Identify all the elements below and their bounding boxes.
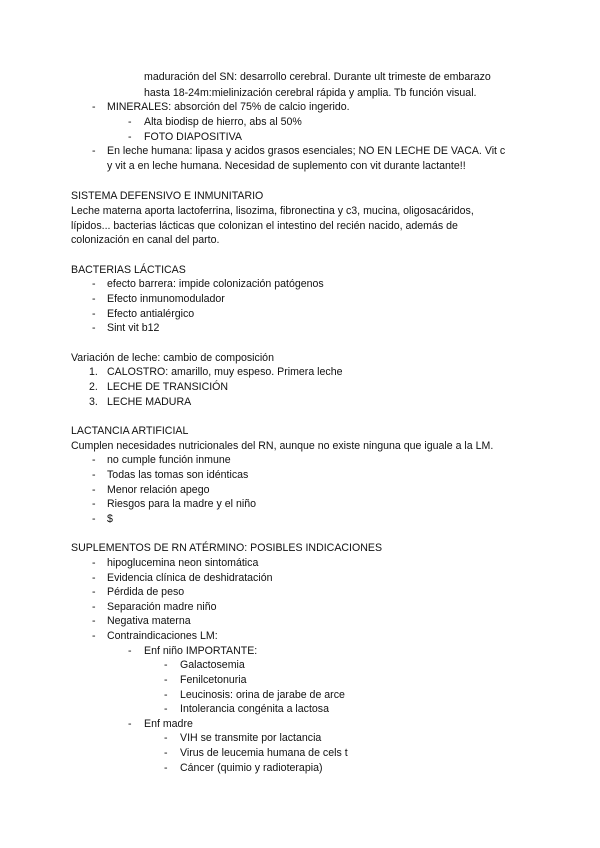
bullet-dash: - <box>92 513 96 525</box>
list-item: Todas las tomas son idénticas <box>107 469 249 481</box>
list-item: Pérdida de peso <box>107 586 185 598</box>
bullet-dash: - <box>92 557 96 569</box>
list-number: 2. <box>89 381 98 393</box>
bullet-dash: - <box>92 498 96 510</box>
defensivo-paragraph-line-2: lípidos... bacterias lácticas que colonizan el intestino del recién nacido, además de <box>71 220 458 232</box>
list-item: Leucinosis: orina de jarabe de arce <box>180 689 345 701</box>
numbered-item: LECHE MADURA <box>107 396 192 408</box>
artificial-intro: Cumplen necesidades nutricionales del RN, aunque no existe ninguna que iguale a la LM. <box>71 440 494 452</box>
list-item: Separación madre niño <box>107 601 217 613</box>
section-heading-bacterias: BACTERIAS LÁCTICAS <box>71 264 186 276</box>
list-item: Fenilcetonuria <box>180 674 247 686</box>
bullet-dash: - <box>92 615 96 627</box>
minerales-sub-2: FOTO DIAPOSITIVA <box>144 131 242 143</box>
bullet-dash: - <box>164 689 168 701</box>
list-item: Negativa materna <box>107 615 191 627</box>
list-item: efecto barrera: impide colonización patógenos <box>107 278 324 290</box>
section-heading-suplementos: SUPLEMENTOS DE RN ATÉRMINO: POSIBLES INDICACIONES <box>71 542 383 554</box>
bullet-dash: - <box>92 308 96 320</box>
list-item: $ <box>107 513 113 525</box>
leche-humana-line-1: En leche humana: lipasa y acidos grasos esenciales; NO EN LECHE DE VACA. Vit c <box>107 145 506 157</box>
bullet-dash: - <box>92 469 96 481</box>
minerales-item: MINERALES: absorción del 75% de calcio ingerido. <box>107 101 350 113</box>
bullet-dash: - <box>164 674 168 686</box>
bullet-dash: - <box>92 572 96 584</box>
bullet-dash: - <box>92 101 96 113</box>
list-item: hipoglucemina neon sintomática <box>107 557 259 569</box>
list-item: Menor relación apego <box>107 484 210 496</box>
numbered-item: CALOSTRO: amarillo, muy espeso. Primera leche <box>107 366 343 378</box>
list-item: Galactosemia <box>180 659 245 671</box>
list-number: 3. <box>89 396 98 408</box>
list-item: Efecto inmunomodulador <box>107 293 225 305</box>
minerales-sub-1: Alta biodisp de hierro, abs al 50% <box>144 116 302 128</box>
bullet-dash: - <box>128 116 132 128</box>
list-item: no cumple función inmune <box>107 454 231 466</box>
bullet-dash: - <box>164 659 168 671</box>
list-item: Virus de leucemia humana de cels t <box>180 747 348 759</box>
bullet-dash: - <box>164 762 168 774</box>
section-heading-variacion: Variación de leche: cambio de composición <box>71 352 274 364</box>
bullet-dash: - <box>164 703 168 715</box>
bullet-dash: - <box>92 293 96 305</box>
list-number: 1. <box>89 366 98 378</box>
bullet-dash: - <box>92 586 96 598</box>
defensivo-paragraph-line-1: Leche materna aporta lactoferrina, lisozima, fibronectina y c3, mucina, oligosacáridos, <box>71 205 474 217</box>
list-item: Riesgos para la madre y el niño <box>107 498 256 510</box>
bullet-dash: - <box>128 718 132 730</box>
list-item: VIH se transmite por lactancia <box>180 732 322 744</box>
bullet-dash: - <box>164 732 168 744</box>
intro-line-1: maduración del SN: desarrollo cerebral. Durante ult trimeste de embarazo <box>144 71 491 83</box>
list-item: Contraindicaciones LM: <box>107 630 218 642</box>
list-item: Efecto antialérgico <box>107 308 195 320</box>
bullet-dash: - <box>92 601 96 613</box>
list-item: Sint vit b12 <box>107 322 160 334</box>
section-heading-artificial: LACTANCIA ARTIFICIAL <box>71 425 189 437</box>
sub-heading-enf-madre: Enf madre <box>144 718 193 730</box>
list-item: Cáncer (quimio y radioterapia) <box>180 762 323 774</box>
bullet-dash: - <box>92 484 96 496</box>
list-item: Intolerancia congénita a lactosa <box>180 703 330 715</box>
leche-humana-line-2: y vit a en leche humana. Necesidad de suplemento con vit durante lactante!! <box>107 160 466 172</box>
intro-line-2: hasta 18-24m:mielinización cerebral rápida y amplia. Tb función visual. <box>144 87 477 99</box>
bullet-dash: - <box>92 145 96 157</box>
defensivo-paragraph-line-3: colonización en canal del parto. <box>71 234 220 246</box>
list-item: Evidencia clínica de deshidratación <box>107 572 273 584</box>
section-heading-defensivo: SISTEMA DEFENSIVO E INMUNITARIO <box>71 190 264 202</box>
sub-heading-enf-nino: Enf niño IMPORTANTE: <box>144 645 258 657</box>
bullet-dash: - <box>92 322 96 334</box>
bullet-dash: - <box>92 454 96 466</box>
bullet-dash: - <box>92 630 96 642</box>
bullet-dash: - <box>164 747 168 759</box>
bullet-dash: - <box>92 278 96 290</box>
bullet-dash: - <box>128 645 132 657</box>
bullet-dash: - <box>128 131 132 143</box>
numbered-item: LECHE DE TRANSICIÓN <box>107 381 229 393</box>
